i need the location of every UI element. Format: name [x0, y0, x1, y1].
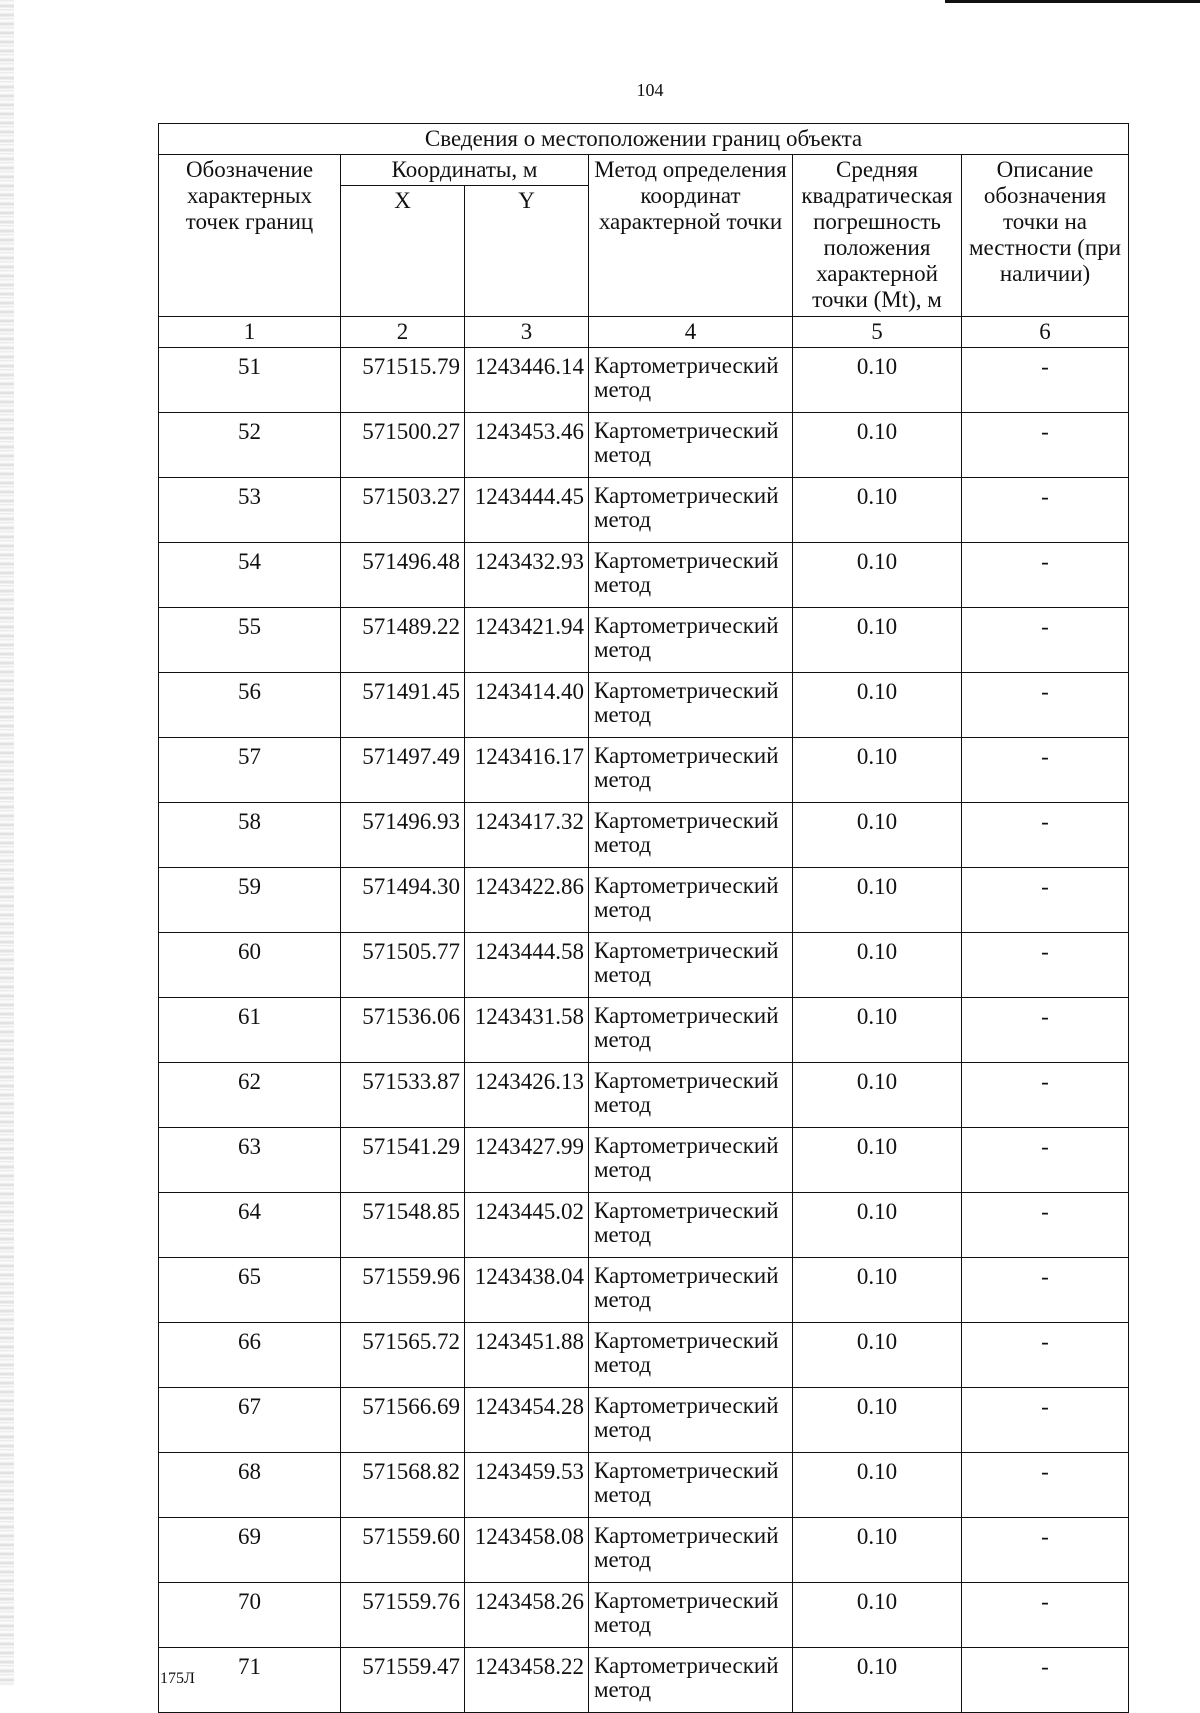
cell-error: 0.10 [793, 608, 962, 673]
cell-method: Картометрический метод [589, 1648, 793, 1713]
cell-y: 1243432.93 [465, 543, 589, 608]
cell-error: 0.10 [793, 673, 962, 738]
cell-desc: - [962, 1063, 1129, 1128]
table-row [159, 478, 1129, 543]
cell-error: 0.10 [793, 738, 962, 803]
cell-x: 571496.48 [341, 543, 465, 608]
cell-desc: - [962, 673, 1129, 738]
cell-error: 0.10 [793, 1648, 962, 1713]
table-row [159, 1063, 1129, 1128]
cell-method: Картометрический метод [589, 803, 793, 868]
table-row [159, 868, 1129, 933]
cell-point: 70 [159, 1583, 341, 1648]
cell-y: 1243427.99 [465, 1128, 589, 1193]
cell-desc: - [962, 738, 1129, 803]
cell-desc: - [962, 543, 1129, 608]
table-row [159, 1583, 1129, 1648]
column-number: 3 [465, 317, 589, 348]
cell-desc: - [962, 868, 1129, 933]
cell-method: Картометрический метод [589, 413, 793, 478]
table-row [159, 673, 1129, 738]
cell-x: 571515.79 [341, 348, 465, 413]
cell-point: 66 [159, 1323, 341, 1388]
cell-method: Картометрический метод [589, 348, 793, 413]
cell-method: Картометрический метод [589, 738, 793, 803]
cell-desc: - [962, 413, 1129, 478]
cell-x: 571559.60 [341, 1518, 465, 1583]
cell-error: 0.10 [793, 1063, 962, 1128]
cell-desc: - [962, 1193, 1129, 1258]
cell-desc: - [962, 998, 1129, 1063]
cell-x: 571500.27 [341, 413, 465, 478]
table-title: Сведения о местоположении границ объекта [159, 124, 1129, 155]
header-x: X [341, 186, 465, 317]
cell-method: Картометрический метод [589, 608, 793, 673]
cell-method: Картометрический метод [589, 1193, 793, 1258]
cell-y: 1243431.58 [465, 998, 589, 1063]
cell-method: Картометрический метод [589, 1063, 793, 1128]
cell-desc: - [962, 1453, 1129, 1518]
cell-error: 0.10 [793, 1193, 962, 1258]
cell-desc: - [962, 1323, 1129, 1388]
cell-desc: - [962, 1258, 1129, 1323]
cell-point: 60 [159, 933, 341, 998]
cell-x: 571568.82 [341, 1453, 465, 1518]
table-row [159, 803, 1129, 868]
cell-method: Картометрический метод [589, 998, 793, 1063]
table-row [159, 543, 1129, 608]
cell-x: 571533.87 [341, 1063, 465, 1128]
table-row [159, 1128, 1129, 1193]
cell-point: 64 [159, 1193, 341, 1258]
cell-x: 571548.85 [341, 1193, 465, 1258]
cell-y: 1243454.28 [465, 1388, 589, 1453]
cell-method: Картометрический метод [589, 868, 793, 933]
cell-point: 65 [159, 1258, 341, 1323]
cell-y: 1243417.32 [465, 803, 589, 868]
cell-point: 51 [159, 348, 341, 413]
cell-point: 54 [159, 543, 341, 608]
column-number: 1 [159, 317, 341, 348]
cell-point: 67 [159, 1388, 341, 1453]
cell-error: 0.10 [793, 1323, 962, 1388]
document-code: 175Л [160, 1670, 195, 1687]
cell-x: 571541.29 [341, 1128, 465, 1193]
cell-desc: - [962, 933, 1129, 998]
cell-y: 1243444.45 [465, 478, 589, 543]
cell-point: 55 [159, 608, 341, 673]
cell-desc: - [962, 1388, 1129, 1453]
table-body [159, 348, 1129, 1713]
cell-y: 1243445.02 [465, 1193, 589, 1258]
cell-point: 62 [159, 1063, 341, 1128]
cell-desc: - [962, 608, 1129, 673]
cell-point: 68 [159, 1453, 341, 1518]
cell-y: 1243414.40 [465, 673, 589, 738]
cell-y: 1243459.53 [465, 1453, 589, 1518]
cell-x: 571536.06 [341, 998, 465, 1063]
cell-error: 0.10 [793, 1258, 962, 1323]
cell-y: 1243458.08 [465, 1518, 589, 1583]
cell-x: 571559.47 [341, 1648, 465, 1713]
header-y: Y [465, 186, 589, 317]
cell-x: 571496.93 [341, 803, 465, 868]
cell-error: 0.10 [793, 543, 962, 608]
cell-y: 1243453.46 [465, 413, 589, 478]
column-number: 6 [962, 317, 1129, 348]
cell-method: Картометрический метод [589, 1518, 793, 1583]
cell-y: 1243416.17 [465, 738, 589, 803]
header-coords: Координаты, м [341, 155, 589, 186]
cell-y: 1243421.94 [465, 608, 589, 673]
cell-method: Картометрический метод [589, 673, 793, 738]
cell-desc: - [962, 1518, 1129, 1583]
cell-point: 58 [159, 803, 341, 868]
table-row [159, 348, 1129, 413]
cell-method: Картометрический метод [589, 1323, 793, 1388]
page-number: 104 [636, 80, 664, 100]
table-row [159, 998, 1129, 1063]
scan-top-rule [945, 0, 1200, 3]
cell-x: 571497.49 [341, 738, 465, 803]
cell-error: 0.10 [793, 1583, 962, 1648]
table-row [159, 608, 1129, 673]
table-row [159, 1258, 1129, 1323]
cell-y: 1243444.58 [465, 933, 589, 998]
table-row [159, 1323, 1129, 1388]
cell-y: 1243438.04 [465, 1258, 589, 1323]
cell-y: 1243446.14 [465, 348, 589, 413]
cell-point: 61 [159, 998, 341, 1063]
column-number: 5 [793, 317, 962, 348]
header-description: Описание обозначения точки на местности (при наличии) [962, 155, 1129, 317]
cell-x: 571505.77 [341, 933, 465, 998]
cell-x: 571565.72 [341, 1323, 465, 1388]
cell-error: 0.10 [793, 998, 962, 1063]
table-row [159, 738, 1129, 803]
table-row [159, 1193, 1129, 1258]
cell-error: 0.10 [793, 933, 962, 998]
column-numbers-row [159, 317, 1129, 348]
cell-point: 63 [159, 1128, 341, 1193]
cell-method: Картометрический метод [589, 1583, 793, 1648]
cell-desc: - [962, 1648, 1129, 1713]
column-number: 4 [589, 317, 793, 348]
cell-y: 1243422.86 [465, 868, 589, 933]
cell-point: 69 [159, 1518, 341, 1583]
table-row [159, 1648, 1129, 1713]
cell-method: Картометрический метод [589, 1258, 793, 1323]
cell-desc: - [962, 348, 1129, 413]
column-number: 2 [341, 317, 465, 348]
cell-desc: - [962, 1128, 1129, 1193]
cell-error: 0.10 [793, 1128, 962, 1193]
cell-method: Картометрический метод [589, 543, 793, 608]
table-row [159, 933, 1129, 998]
cell-desc: - [962, 803, 1129, 868]
scan-edge [0, 0, 14, 1686]
cell-error: 0.10 [793, 478, 962, 543]
cell-point: 53 [159, 478, 341, 543]
cell-error: 0.10 [793, 803, 962, 868]
cell-error: 0.10 [793, 348, 962, 413]
table-row [159, 1518, 1129, 1583]
cell-method: Картометрический метод [589, 1453, 793, 1518]
cell-desc: - [962, 478, 1129, 543]
cell-y: 1243458.26 [465, 1583, 589, 1648]
cell-y: 1243451.88 [465, 1323, 589, 1388]
cell-point: 56 [159, 673, 341, 738]
header-error: Средняя квадратическая погрешность положения характерной точки (Mt), м [793, 155, 962, 317]
table-row [159, 1453, 1129, 1518]
cell-method: Картометрический метод [589, 478, 793, 543]
cell-method: Картометрический метод [589, 1388, 793, 1453]
header-method: Метод определения координат характерной точки [589, 155, 793, 317]
cell-error: 0.10 [793, 413, 962, 478]
cell-error: 0.10 [793, 1453, 962, 1518]
boundary-coordinates-table [158, 123, 1129, 1713]
cell-x: 571566.69 [341, 1388, 465, 1453]
cell-x: 571494.30 [341, 868, 465, 933]
cell-desc: - [962, 1583, 1129, 1648]
cell-x: 571559.76 [341, 1583, 465, 1648]
cell-x: 571491.45 [341, 673, 465, 738]
cell-y: 1243458.22 [465, 1648, 589, 1713]
header-point: Обозначение характерных точек границ [159, 155, 341, 317]
cell-error: 0.10 [793, 868, 962, 933]
cell-error: 0.10 [793, 1518, 962, 1583]
cell-error: 0.10 [793, 1388, 962, 1453]
cell-x: 571489.22 [341, 608, 465, 673]
cell-y: 1243426.13 [465, 1063, 589, 1128]
cell-x: 571559.96 [341, 1258, 465, 1323]
cell-point: 59 [159, 868, 341, 933]
cell-point: 52 [159, 413, 341, 478]
cell-method: Картометрический метод [589, 1128, 793, 1193]
cell-x: 571503.27 [341, 478, 465, 543]
table-row [159, 413, 1129, 478]
cell-point: 71 [159, 1648, 341, 1713]
cell-point: 57 [159, 738, 341, 803]
cell-method: Картометрический метод [589, 933, 793, 998]
table-row [159, 1388, 1129, 1453]
